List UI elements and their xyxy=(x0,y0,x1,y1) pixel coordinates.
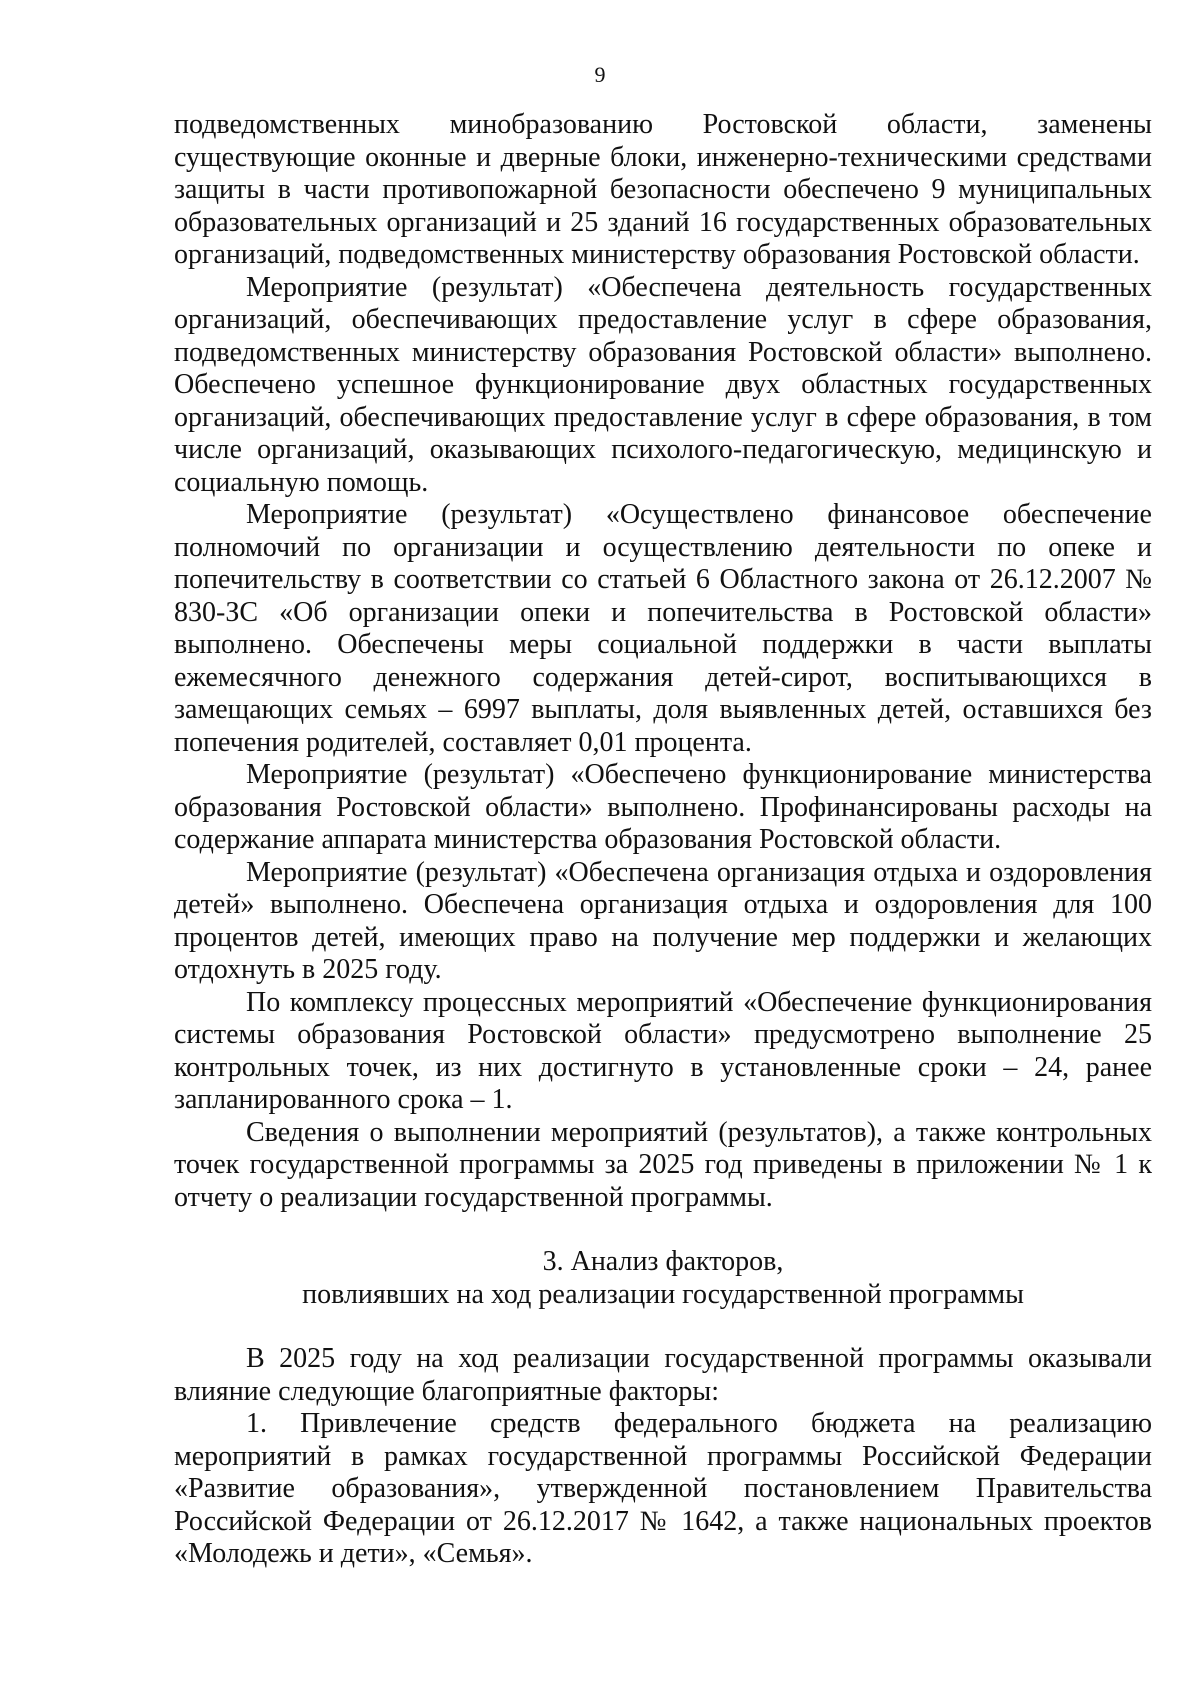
paragraph-continuation: подведомственных минобразованию Ростовской области, заменены существующие оконные и дверные блоки, инженерно-техническими средствами защиты в части противопожарной безопасности обеспечено 9 муниципальных образовательных организаций и 25 зданий 16 государственных образовательных организаций, подведомственных министерству образования Ростовской области. xyxy=(174,109,1152,270)
section-heading-line-1: 3. Анализ факторов, xyxy=(542,1246,784,1277)
section-heading-line-2: повлиявших на ход реализации государственной программы xyxy=(302,1278,1024,1310)
paragraph-control-points: По комплексу процессных мероприятий «Обеспечение функционирования системы образования Ростовской области» предусмотрено выполнение 25 контрольных точек, из них достигнуто в установленные сроки – 24, ранее запланированного срока – 1. xyxy=(174,986,1152,1115)
document-body xyxy=(174,109,1152,1571)
paragraph-ministry-functioning: Мероприятие (результат) «Обеспечено функционирование министерства образования Ростовской области» выполнено. Профинансированы расходы на содержание аппарата министерства образования Ростовской области. xyxy=(174,759,1152,855)
paragraph-guardianship: Мероприятие (результат) «Осуществлено финансовое обеспечение полномочий по организации и осуществлению деятельности по опеке и попечительству в соответствии со статьей 6 Областного закона от 26.12.2007 № 830-ЗС «Об организации опеки и попечительства в Ростовской области» выполнено. Обеспечены меры социальной поддержки в части выплаты ежемесячного денежного содержания детей-сирот, воспитывающихся в замещающих семьях – 6997 выплаты, доля выявленных детей, оставшихся без попечения родителей, составляет 0,01 процента. xyxy=(174,499,1152,758)
paragraph-factor-1: 1. Привлечение средств федерального бюджета на реализацию мероприятий в рамках государственной программы Российской Федерации «Развитие образования», утвержденной постановлением Правительства Российской Федерации от 26.12.2017 № 1642, а также национальных проектов «Молодежь и дети», «Семья». xyxy=(174,1408,1152,1569)
paragraph-support-organizations: Мероприятие (результат) «Обеспечена деятельность государственных организаций, обеспечивающих предоставление услуг в сфере образования, подведомственных министерству образования Ростовской области» выполнено. Обеспечено успешное функционирование двух областных государственных организаций, обеспечивающих предоставление услуг в сфере образования, в том числе организаций, оказывающих психолого-педагогическую, медицинскую и социальную помощь. xyxy=(174,271,1152,498)
paragraph-appendix-reference: Сведения о выполнении мероприятий (результатов), а также контрольных точек государственной программы за 2025 год приведены в приложении № 1 к отчету о реализации государственной программы. xyxy=(174,1116,1152,1213)
page-number: 9 xyxy=(594,62,606,87)
section-heading xyxy=(174,1246,1152,1311)
paragraph-favorable-factors: В 2025 году на ход реализации государственной программы оказывали влияние следующие благоприятные факторы: xyxy=(174,1343,1152,1407)
paragraph-children-recreation: Мероприятие (результат) «Обеспечена организация отдыха и оздоровления детей» выполнено. Обеспечена организация отдыха и оздоровления для 100 процентов детей, имеющих право на получение мер поддержки и желающих отдохнуть в 2025 году. xyxy=(174,856,1152,985)
